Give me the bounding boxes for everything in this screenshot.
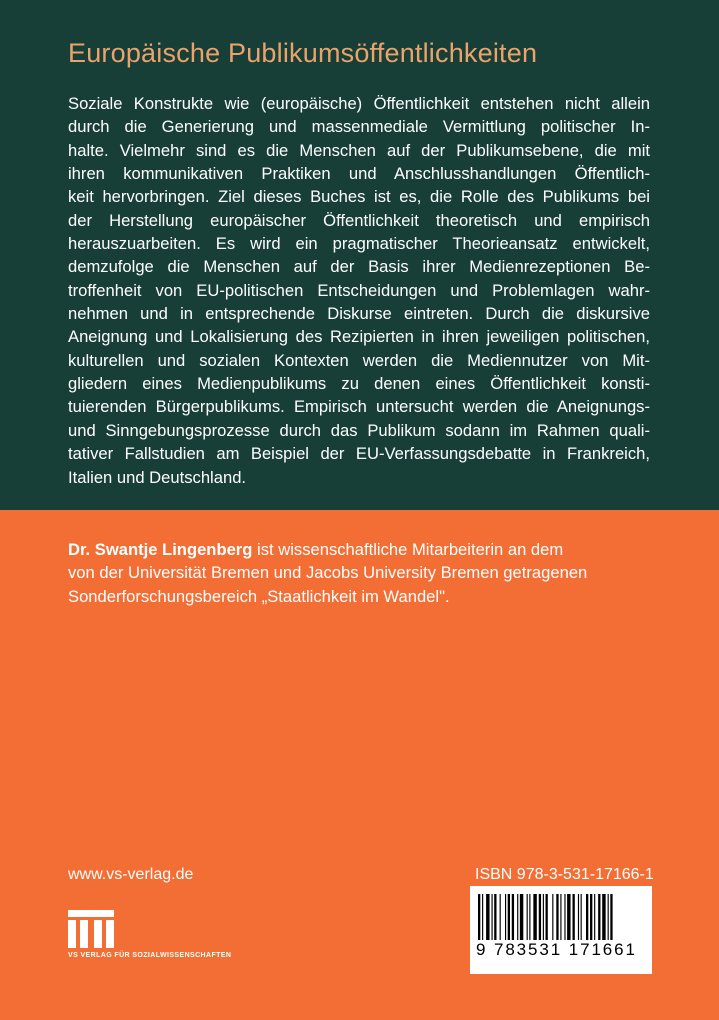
description-line: demzufolge die Menschen auf der Basis ihrer Medienrezeptionen Be- [68,257,650,277]
description-line: troffenheit von EU-politischen Entscheidungen und Problemlagen wahr- [68,280,650,300]
description-line: Italien und Deutschland. [68,467,247,487]
description-line: gliedern eines Medienpublikums zu denen eines Öffentlichkeit konsti- [68,374,650,394]
description-line: tativer Fallstudien am Beispiel der EU-Verfassungsdebatte in Frankreich, [68,444,650,464]
barcode-digits: 9 783531 171661 [476,940,648,960]
isbn-label: ISBN 978-3-531-17166-1 [475,866,654,883]
description-line: und Sinngebungsprozesse durch das Publikum sodann im Rahmen quali- [68,420,650,440]
description-line: keit hervorbringen. Ziel dieses Buches ist es, die Rolle des Publikums bei [68,187,650,207]
description-line: tuierenden Bürgerpublikums. Empirisch untersucht werden die Aneignungs- [68,397,650,417]
publisher-url[interactable]: www.vs-verlag.de [68,866,194,883]
barcode [470,886,652,974]
description-line: halte. Vielmehr sind es die Menschen auf der Publikumsebene, die mit [68,140,650,160]
author-name: Dr. Swantje Lingenberg [68,540,253,559]
description-line: herauszuarbeiten. Es wird ein pragmatischer Theorieansatz entwickelt, [68,234,650,254]
barcode-bars-icon [478,894,644,946]
author-bio-text: ist wissenschaftliche Mitarbeiterin an dem [252,540,564,559]
author-bio-line: von der Universität Bremen und Jacobs University Bremen getragenen [68,563,588,583]
description-line: der Herstellung europäischer Öffentlichkeit theoretisch und empirisch [68,210,650,230]
description-line: Soziale Konstrukte wie (europäische) Öffentlichkeit entstehen nicht allein [68,94,650,113]
book-title: Europäische Publikumsöffentlichkeiten [68,38,538,68]
description-line: ihren kommunikativen Praktiken und Anschlusshandlungen Öffentlich- [68,164,650,184]
publisher-logo-text: VS VERLAG FÜR SOZIALWISSENSCHAFTEN [68,952,232,959]
description-line: Aneignung und Lokalisierung des Rezipierten in ihren jeweiligen politischen, [68,327,650,347]
book-description [68,92,650,489]
author-bio-line [68,538,650,561]
description-line: kulturellen und sozialen Kontexten werden die Mediennutzer von Mit- [68,350,650,370]
author-bio-line: Sonderforschungsbereich „Staatlichkeit im Wandel". [68,586,450,606]
description-line: nehmen und in entsprechende Diskurse eintreten. Durch die diskursive [68,304,650,324]
author-bio [68,538,650,608]
description-line: durch die Generierung und massenmediale Vermittlung politischer In- [68,117,650,137]
